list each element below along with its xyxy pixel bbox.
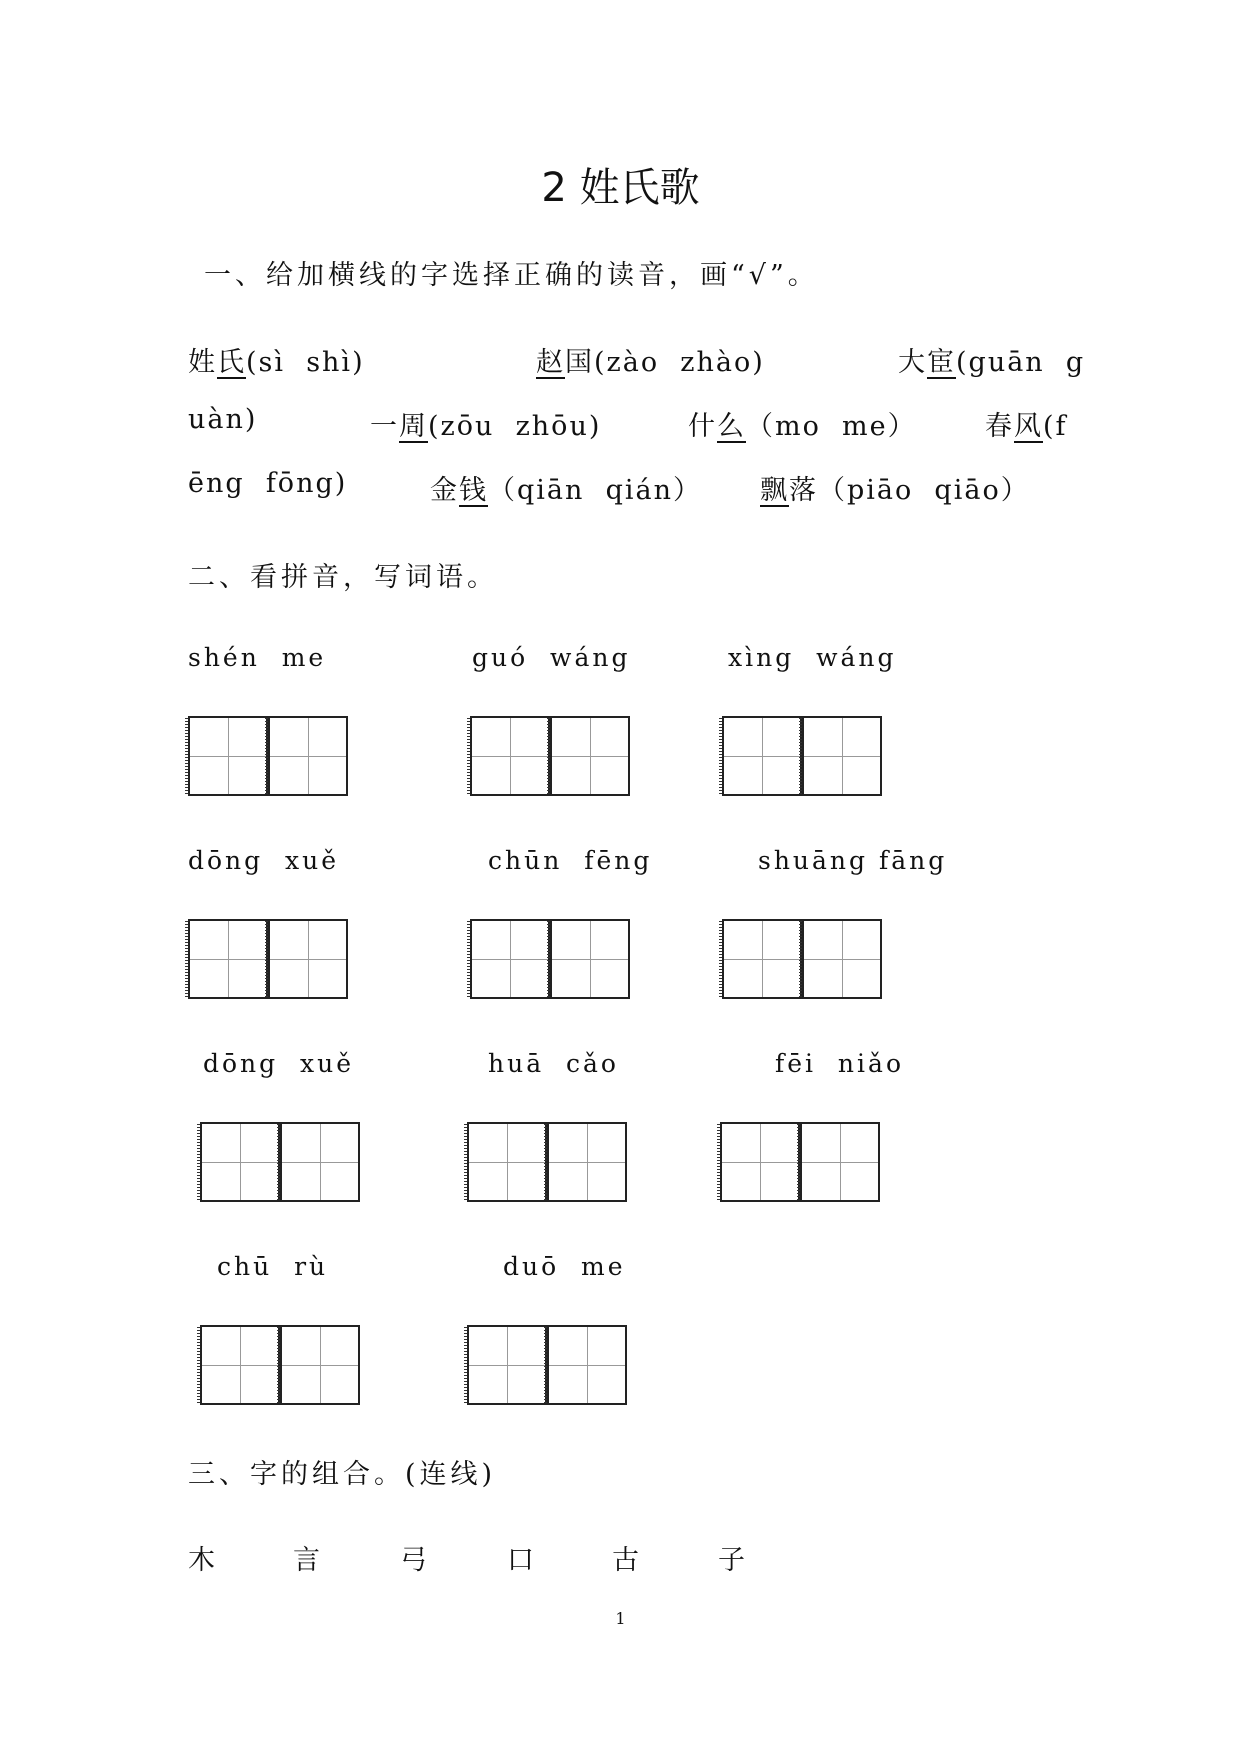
item-2: 赵国(zào zhào) <box>536 347 765 378</box>
pinyin-label: shuāng fāng <box>758 846 948 875</box>
section-3-heading: 三、字的组合。(连线) <box>188 1459 497 1490</box>
section-2-heading: 二、看拼音，写词语。 <box>188 562 498 593</box>
writing-box[interactable] <box>800 1122 880 1202</box>
item-3-cont: uàn) <box>188 404 258 435</box>
pinyin-label: dōng xuě <box>203 1049 355 1078</box>
pinyin-label: chū rù <box>217 1252 329 1281</box>
writing-box[interactable] <box>200 1325 280 1405</box>
item-6: 春风(f <box>985 411 1068 442</box>
char-item: 言 <box>293 1545 320 1576</box>
page-title: 2 姓氏歌 <box>541 165 700 211</box>
writing-box[interactable] <box>547 1325 627 1405</box>
item-6-cont: ēng fōng) <box>188 468 348 499</box>
writing-box[interactable] <box>470 919 550 999</box>
item-7: 金钱（qiān qián） <box>430 475 702 506</box>
writing-box[interactable] <box>550 919 630 999</box>
writing-box[interactable] <box>188 716 268 796</box>
section-1-heading: 一、给加横线的字选择正确的读音，画“√”。 <box>204 260 819 291</box>
writing-box[interactable] <box>722 716 802 796</box>
pinyin-label: huā cǎo <box>488 1049 619 1078</box>
pinyin-label: guó wáng <box>472 643 631 672</box>
pinyin-label: xìng wáng <box>728 643 897 672</box>
pinyin-label: duō me <box>503 1252 626 1281</box>
writing-box[interactable] <box>280 1122 360 1202</box>
item-8: 飘落（piāo qiāo） <box>760 475 1030 506</box>
writing-box[interactable] <box>470 716 550 796</box>
pinyin-label: chūn fēng <box>488 846 653 875</box>
char-item: 弓 <box>400 1545 427 1576</box>
item-4: 一周(zōu zhōu) <box>370 411 602 442</box>
pinyin-label: shén me <box>188 643 327 672</box>
writing-box[interactable] <box>550 716 630 796</box>
char-item: 口 <box>507 1545 534 1576</box>
writing-box[interactable] <box>802 919 882 999</box>
item-3: 大宦(guān g <box>898 347 1086 378</box>
char-item: 古 <box>612 1545 639 1576</box>
char-item: 木 <box>188 1545 215 1576</box>
page-number: 1 <box>615 1609 626 1628</box>
writing-box[interactable] <box>188 919 268 999</box>
writing-box[interactable] <box>547 1122 627 1202</box>
writing-box[interactable] <box>268 716 348 796</box>
writing-box[interactable] <box>722 919 802 999</box>
char-item: 子 <box>718 1545 745 1576</box>
pinyin-label: fēi niǎo <box>775 1049 904 1078</box>
writing-box[interactable] <box>802 716 882 796</box>
pinyin-label: dōng xuě <box>188 846 340 875</box>
writing-box[interactable] <box>467 1325 547 1405</box>
item-1: 姓氏(sì shì) <box>188 347 365 378</box>
writing-box[interactable] <box>467 1122 547 1202</box>
item-5: 什么（mo me） <box>688 411 917 442</box>
writing-box[interactable] <box>200 1122 280 1202</box>
writing-box[interactable] <box>268 919 348 999</box>
writing-box[interactable] <box>720 1122 800 1202</box>
writing-box[interactable] <box>280 1325 360 1405</box>
